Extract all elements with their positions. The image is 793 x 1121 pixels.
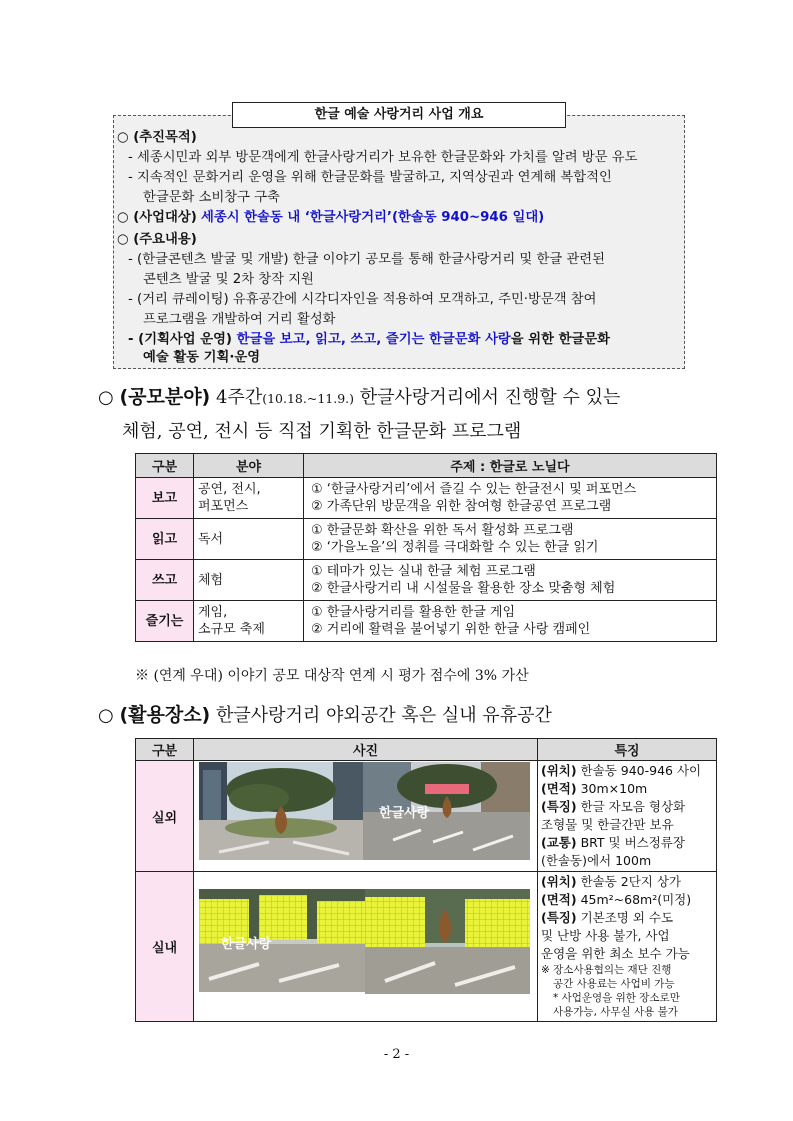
purpose-item-3: 한글문화 소비창구 구축: [143, 190, 280, 205]
indoor-photo-1: [199, 889, 365, 992]
row-category: 즐기는: [136, 601, 194, 642]
feature-line: [541, 762, 713, 780]
feature-text: BRT 및 버스정류장: [580, 835, 685, 850]
row-category: 쓰고: [136, 560, 194, 601]
col-header-photo: 사진: [194, 739, 538, 761]
row-topic-line2: ② ‘가을노을’의 정취를 극대화할 수 있는 한글 읽기: [311, 540, 599, 555]
outdoor-photo-1: [199, 762, 363, 860]
row-category: 읽고: [136, 519, 194, 560]
section1-bullet: ○: [98, 387, 114, 408]
feature-text: 한글 자모음 형상화: [580, 799, 686, 814]
outdoor-category: 실외: [136, 761, 194, 872]
section2-text: 한글사랑거리 야외공간 혹은 실내 유휴공간: [215, 705, 552, 726]
target-line: [117, 208, 687, 228]
section1-period: 4주간: [215, 387, 263, 408]
row-topic: [304, 560, 717, 601]
target-heading: ○ (사업대상): [117, 210, 197, 225]
content-item-6: 예술 활동 기획·운영: [143, 350, 261, 365]
col-header-topic: 주제 : 한글로 노닐다: [304, 454, 717, 478]
row-topic-line1: ① ‘한글사랑거리’에서 즐길 수 있는 한글전시 및 퍼포먼스: [311, 482, 637, 497]
indoor-category: 실내: [136, 872, 194, 1022]
feature-line: [541, 816, 713, 834]
row-field-line1: 체험: [198, 572, 224, 588]
col-header-field: 분야: [194, 454, 304, 478]
section-contest-line1: [98, 384, 620, 412]
target-text: 세종시 한솔동 내 ‘한글사랑거리’(한솔동 940~946 일대): [201, 210, 545, 225]
feature-text: 30m×10m: [580, 781, 648, 796]
row-field-line1: 게임,: [198, 605, 228, 620]
table-row: [136, 560, 717, 601]
row-category: 보고: [136, 478, 194, 519]
feature-text: 조형물 및 한글간판 보유: [541, 817, 674, 832]
feature-text: 및 난방 사용 불가, 사업: [541, 928, 670, 943]
content-heading: ○ (주요내용): [117, 232, 197, 247]
outdoor-photo-text: 한글사랑: [379, 806, 430, 821]
indoor-photo-text: 한글사랑: [221, 937, 272, 952]
feature-label: (위치): [541, 874, 577, 889]
section2-bullet: ○: [98, 705, 114, 726]
content-item-2: 콘텐츠 발굴 및 2차 창작 지원: [143, 272, 314, 287]
outdoor-features: [538, 761, 717, 872]
row-field-line1: 공연, 전시,: [198, 482, 261, 497]
contest-field-table: [135, 453, 717, 642]
table-row: [136, 519, 717, 560]
indoor-note-2: 공간 사용료는 사업비 가능: [553, 978, 675, 990]
row-topic-line1: ① 테마가 있는 실내 한글 체험 프로그램: [311, 564, 536, 579]
feature-label: (위치): [541, 763, 577, 778]
feature-line: [541, 891, 713, 909]
row-topic-line2: ② 가족단위 방문객을 위한 참여형 한글공연 프로그램: [311, 499, 612, 514]
feature-line: [541, 909, 713, 927]
feature-text: 한솔동 940-946 사이: [580, 763, 702, 778]
section1-dates: (10.18.~11.9.): [262, 391, 355, 406]
purpose-heading: ○ (추진목적): [117, 130, 197, 145]
indoor-note-1: ※ 장소사용협의는 재단 진행: [541, 964, 672, 976]
section1-text: 한글사랑거리에서 진행할 수 있는: [359, 387, 621, 408]
feature-label: (면적): [541, 892, 577, 907]
outdoor-photo-2: [363, 762, 530, 860]
row-topic: [304, 601, 717, 642]
feature-line: [541, 834, 713, 852]
row-topic-line1: ① 한글사랑거리를 활용한 한글 게임: [311, 605, 515, 620]
content-item-4: 프로그램을 개발하여 거리 활성화: [143, 312, 336, 327]
content-item-1: - (한글콘텐츠 발굴 및 개발) 한글 이야기 공모를 통해 한글사랑거리 및 한글 관련된: [128, 252, 605, 267]
feature-text: 운영을 위한 최소 보수 가능: [541, 946, 690, 961]
page-number: - 2 -: [383, 1047, 410, 1062]
overview-title: 한글 예술 사랑거리 사업 개요: [232, 102, 566, 128]
feature-line: [541, 780, 713, 798]
row-topic-line2: ② 거리에 활력을 불어넣기 위한 한글 사랑 캠페인: [311, 622, 591, 637]
indoor-note-3: * 사업운영을 위한 장소로만: [553, 992, 680, 1004]
row-field: [194, 560, 304, 601]
feature-line: [541, 945, 713, 963]
row-field-line1: 독서: [198, 531, 224, 547]
content-item-5: [128, 330, 698, 350]
section1-heading: (공모분야): [119, 386, 211, 408]
feature-label: (면적): [541, 781, 577, 796]
indoor-photo-2: [365, 889, 530, 994]
feature-text: 한솔동 2단지 상가: [580, 874, 681, 889]
row-field-line2: 퍼포먼스: [198, 499, 249, 514]
feature-line: [541, 798, 713, 816]
section2-heading: (활용장소): [119, 704, 211, 726]
purpose-item-1: - 세종시민과 외부 방문객에게 한글사랑거리가 보유한 한글문화와 가치를 알려 방문 유도: [128, 150, 638, 165]
indoor-note-4: 사용가능, 사무실 사용 불가: [553, 1006, 678, 1018]
feature-text: (한솔동)에서 100m: [541, 853, 652, 868]
row-topic: [304, 519, 717, 560]
feature-text: 45m²~68m²(미정): [580, 892, 692, 907]
row-field-line2: 소규모 축제: [198, 622, 265, 637]
section-venue-line: [98, 702, 552, 729]
row-field: [194, 519, 304, 560]
content-item-5-prefix: - (기획사업 운영): [128, 332, 237, 347]
feature-label: (특징): [541, 910, 577, 925]
col-header-category: 구분: [136, 739, 194, 761]
feature-label: (교통): [541, 835, 577, 850]
section-contest-line2: 체험, 공연, 전시 등 직접 기획한 한글문화 프로그램: [122, 421, 522, 442]
table-row: [136, 601, 717, 642]
row-topic-line2: ② 한글사랑거리 내 시설물을 활용한 장소 맞춤형 체험: [311, 581, 616, 596]
content-item-5-highlight: 한글을 보고, 읽고, 쓰고, 즐기는 한글문화 사랑: [236, 332, 511, 347]
table-header-row: [136, 454, 717, 478]
content-item-5-suffix: 을 위한 한글문화: [510, 332, 610, 347]
feature-line: [541, 873, 713, 891]
table-header-row: [136, 739, 717, 761]
feature-line: [541, 927, 713, 945]
indoor-features: [538, 872, 717, 1022]
feature-label: (특징): [541, 799, 577, 814]
col-header-category: 구분: [136, 454, 194, 478]
row-topic-line1: ① 한글문화 확산을 위한 독서 활성화 프로그램: [311, 523, 574, 538]
purpose-item-2: - 지속적인 문화거리 운영을 위해 한글문화를 발굴하고, 지역상권과 연계해 복합적인: [128, 170, 612, 185]
content-item-3: - (거리 큐레이팅) 유휴공간에 시각디자인을 적용하여 모객하고, 주민·방문객 참여: [128, 292, 597, 307]
table-row: [136, 478, 717, 519]
row-field: [194, 478, 304, 519]
row-field: [194, 601, 304, 642]
row-topic: [304, 478, 717, 519]
feature-text: 기본조명 외 수도: [580, 910, 674, 925]
feature-line: [541, 852, 713, 870]
col-header-feature: 특징: [538, 739, 717, 761]
bonus-note: ※ (연계 우대) 이야기 공모 대상작 연계 시 평가 점수에 3% 가산: [135, 668, 529, 684]
